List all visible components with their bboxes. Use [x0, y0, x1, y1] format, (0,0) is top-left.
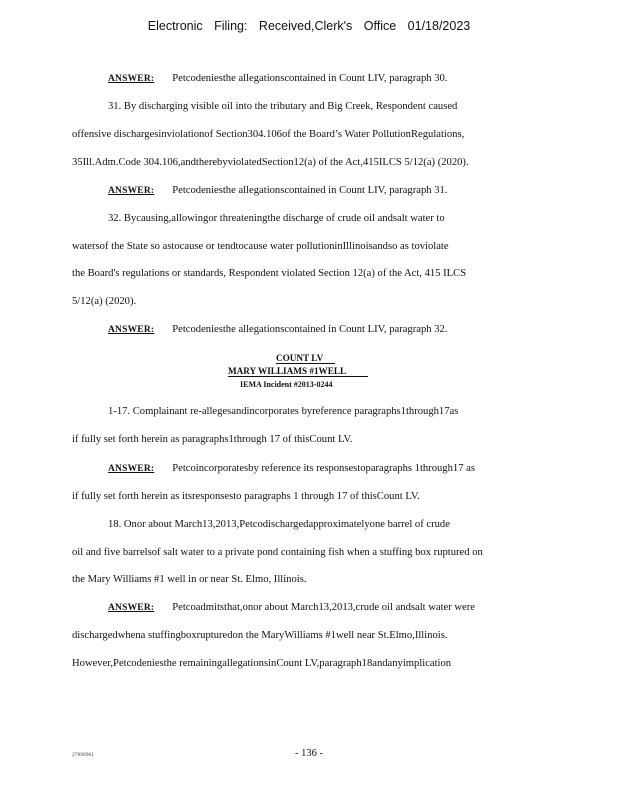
- filing-header: Electronic Filing: Received,Clerk's Office 01/18/2023: [147, 19, 471, 33]
- answer-paragraph-31: ANSWER: Petcodeniesthe allegationscontained in Count LIV, paragraph 31.: [108, 185, 448, 196]
- paragraph-1-17-line-2: if fully set forth herein as paragraphs1through 17 of thisCount LV.: [72, 434, 353, 445]
- paragraph-32-line-1: 32. Bycausing,allowingor threateningthe discharge of crude oil andsalt water to: [108, 213, 445, 224]
- paragraph-18-line-3: the Mary Williams #1 well in or near St. Elmo, Illinois.: [72, 574, 307, 585]
- answer-paragraph-32: ANSWER: Petcodeniesthe allegationscontained in Count LIV, paragraph 32.: [108, 324, 448, 335]
- paragraph-31-line-2: offensive dischargesinviolationof Section304.106of the Board’s Water PollutionRegulations,: [72, 129, 465, 140]
- answer-label: ANSWER:: [108, 74, 155, 84]
- paragraph-32-line-3: the Board's regulations or standards, Respondent violated Section 12(a) of the Act, 415 ILCS: [72, 268, 467, 279]
- page-number: - 136 -: [295, 748, 323, 759]
- count-heading-well: MARY WILLIAMS #1WELL: [228, 366, 368, 377]
- answer-label: ANSWER:: [108, 325, 155, 335]
- paragraph-31-line-3: 35Ill.Adm.Code 304.106,andtherebyviolatedSection12(a) of the Act,415ILCS 5/12(a) (2020).: [72, 157, 469, 168]
- answer-paragraph-18-line-2: dischargedwhena stuffingboxrupturedon the MaryWilliams #1well near St.Elmo,Illinois.: [72, 630, 448, 641]
- paragraph-1-17-line-1: 1-17. Complainant re-allegesandincorporates byreference paragraphs1through17as: [108, 406, 459, 417]
- paragraph-18-line-2: oil and five barrelsof salt water to a private pond containing fish when a stuffing box ruptured on: [72, 547, 483, 558]
- answer-label: ANSWER:: [108, 603, 155, 613]
- document-number: 27890961: [72, 752, 94, 758]
- paragraph-18-line-1: 18. Onor about March13,2013,Petcodischargedapproximatelyone barrel of crude: [108, 519, 450, 530]
- count-heading-incident: IEMA Incident #2013-0244: [240, 380, 333, 389]
- paragraph-31-line-1: 31. By discharging visible oil into the tributary and Big Creek, Respondent caused: [108, 101, 458, 112]
- paragraph-32-line-2: watersof the State so astocause or tendtocause water pollutioninIllinoisandso as toviolate: [72, 241, 449, 252]
- answer-paragraph-18-line-3: However,Petcodeniesthe remainingallegationsinCount LV,paragraph18andanyimplication: [72, 658, 452, 669]
- answer-label: ANSWER:: [108, 464, 155, 474]
- answer-paragraph-18: ANSWER: Petcoadmitsthat,onor about March13,2013,crude oil andsalt water were: [108, 602, 475, 613]
- answer-label: ANSWER:: [108, 186, 155, 196]
- answer-paragraph-1-17-line-2: if fully set forth herein as itsresponsesto paragraphs 1 through 17 of thisCount LV.: [72, 491, 420, 502]
- answer-paragraph-30: ANSWER: Petcodeniesthe allegationscontained in Count LIV, paragraph 30.: [108, 73, 448, 84]
- paragraph-32-line-4: 5/12(a) (2020).: [72, 296, 137, 307]
- answer-paragraph-1-17: ANSWER: Petcoincorporatesby reference its responsestoparagraphs 1through17 as: [108, 463, 475, 474]
- count-heading-title: COUNT LV: [276, 353, 335, 364]
